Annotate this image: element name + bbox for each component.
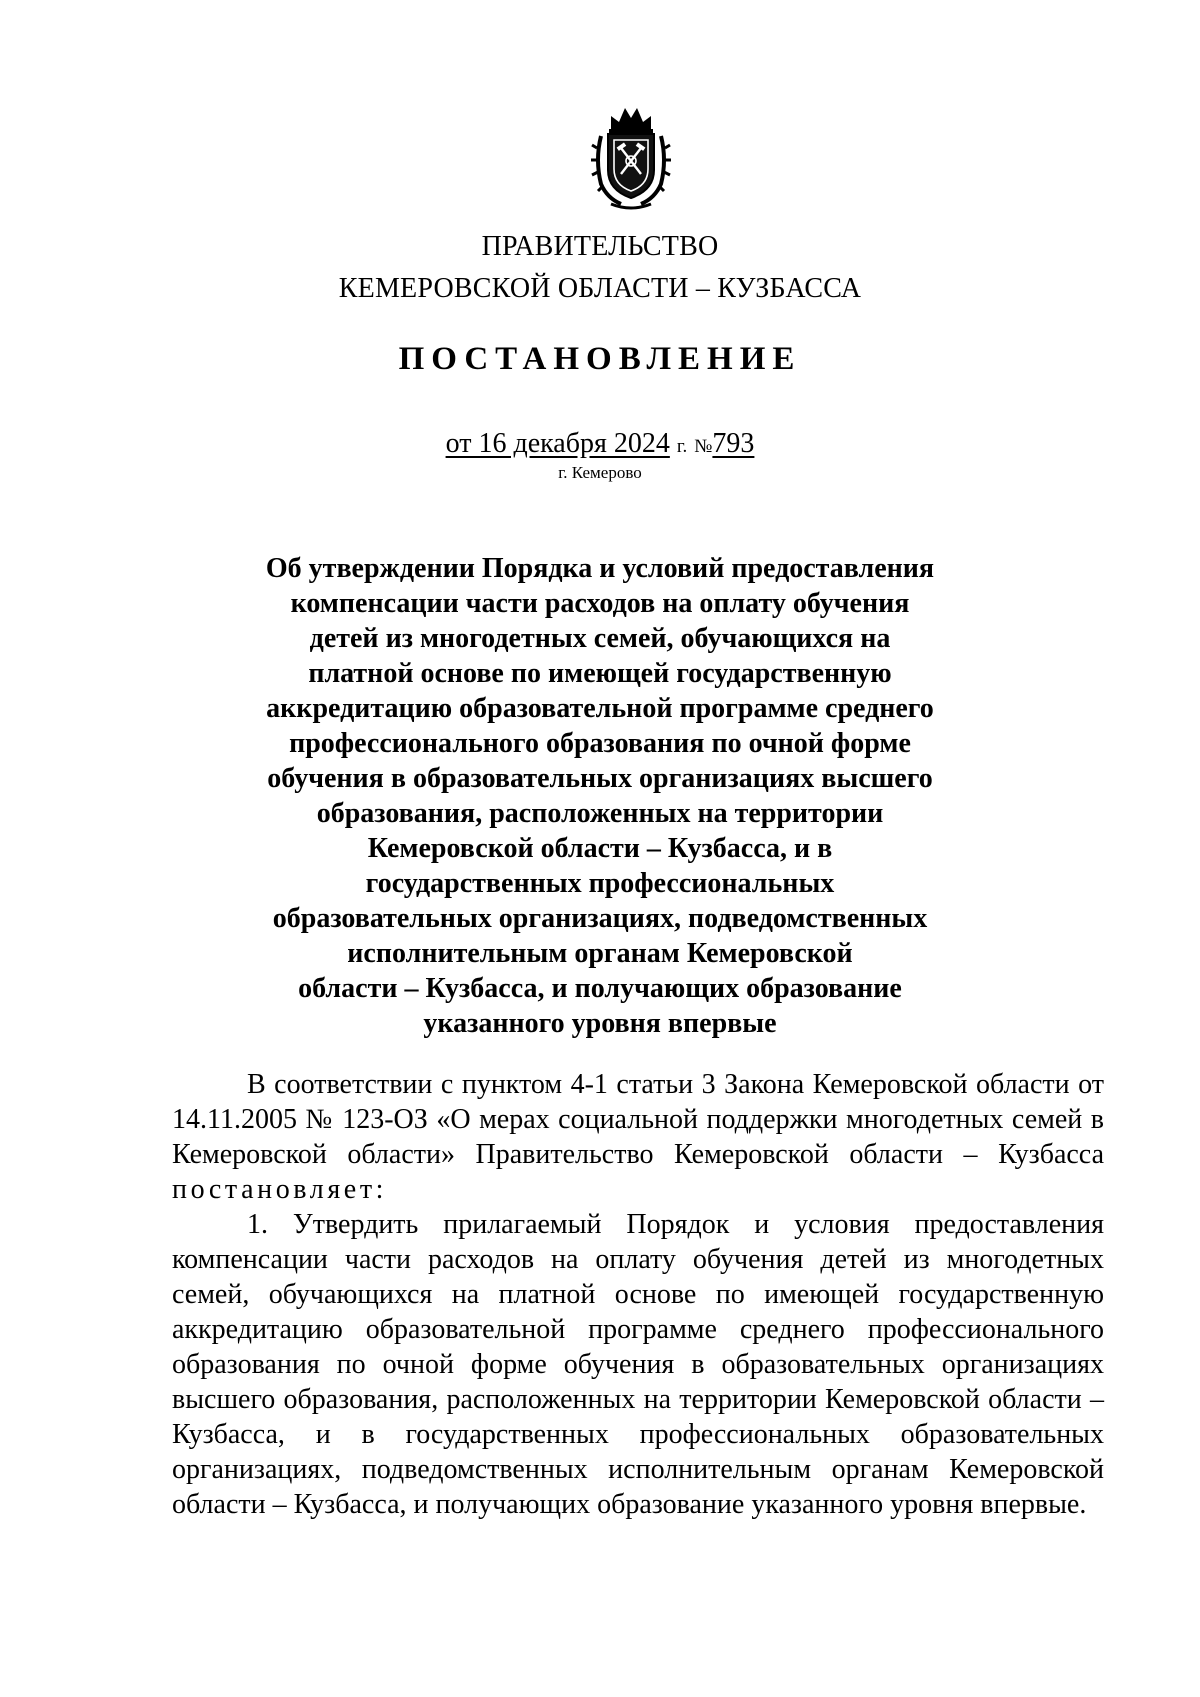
year-abbreviation: г. [676, 436, 688, 457]
document-type-heading: ПОСТАНОВЛЕНИЕ [398, 341, 802, 377]
title-line: государственных профессиональных [365, 868, 835, 899]
decree-keyword: постановляет: [172, 1174, 388, 1205]
number-sign: № [694, 436, 713, 457]
document-date: от 16 декабря 2024 [445, 428, 670, 459]
document-number: 793 [712, 428, 755, 459]
document-date-number [0, 427, 1200, 464]
title-line: образования, расположенных на территории [316, 798, 884, 829]
kemerovo-region-coat-of-arms-icon [587, 100, 675, 212]
body-paragraph-preamble [172, 1067, 1104, 1207]
document-city: г. Кемерово [558, 463, 642, 482]
title-line: детей из многодетных семей, обучающихся на [309, 623, 891, 654]
document-title [220, 551, 980, 1041]
title-line: исполнительным органам Кемеровской [347, 938, 853, 969]
document-body [172, 1067, 1104, 1522]
title-line: платной основе по имеющей государственную [308, 658, 892, 689]
body-paragraph-item-1: 1. Утвердить прилагаемый Порядок и условия предоставления компенсации части расходов на оплату обучения детей из многодетных семей, обучающихся на платной основе по имеющей государственную аккредитацию образовательной программе среднего профессионального образования по очной форме обучения в образовательных организациях высшего образования, расположенных на территории Кемеровской области – Кузбасса, и в государственных профессиональных образовательных организациях, подведомственных исполнительным органам Кемеровской области – Кузбасса, и получающих образование указанного уровня впервые. [172, 1209, 1104, 1520]
title-line: аккредитацию образовательной программе среднего [266, 693, 934, 724]
title-line: Кемеровской области – Кузбасса, и в [367, 833, 833, 864]
title-line: обучения в образовательных организациях высшего [267, 763, 933, 794]
title-line: образовательных организациях, подведомственных [272, 903, 928, 934]
title-line: профессионального образования по очной форме [289, 728, 911, 759]
title-line: компенсации части расходов на оплату обучения [290, 588, 910, 619]
title-line: указанного уровня впервые [423, 1008, 777, 1039]
authority-name-line1: ПРАВИТЕЛЬСТВО [481, 231, 719, 262]
authority-name-line2: КЕМЕРОВСКОЙ ОБЛАСТИ – КУЗБАССА [338, 273, 862, 304]
preamble-text: В соответствии с пунктом 4-1 статьи 3 Закона Кемеровской области от 14.11.2005 № 123-ОЗ «О мерах социальной поддержки многодетных семей в Кемеровской области» Правительство Кемеровской области – Кузбасса [172, 1069, 1104, 1170]
title-line: области – Кузбасса, и получающих образование [298, 973, 902, 1004]
title-line: Об утверждении Порядка и условий предоставления [265, 553, 935, 584]
